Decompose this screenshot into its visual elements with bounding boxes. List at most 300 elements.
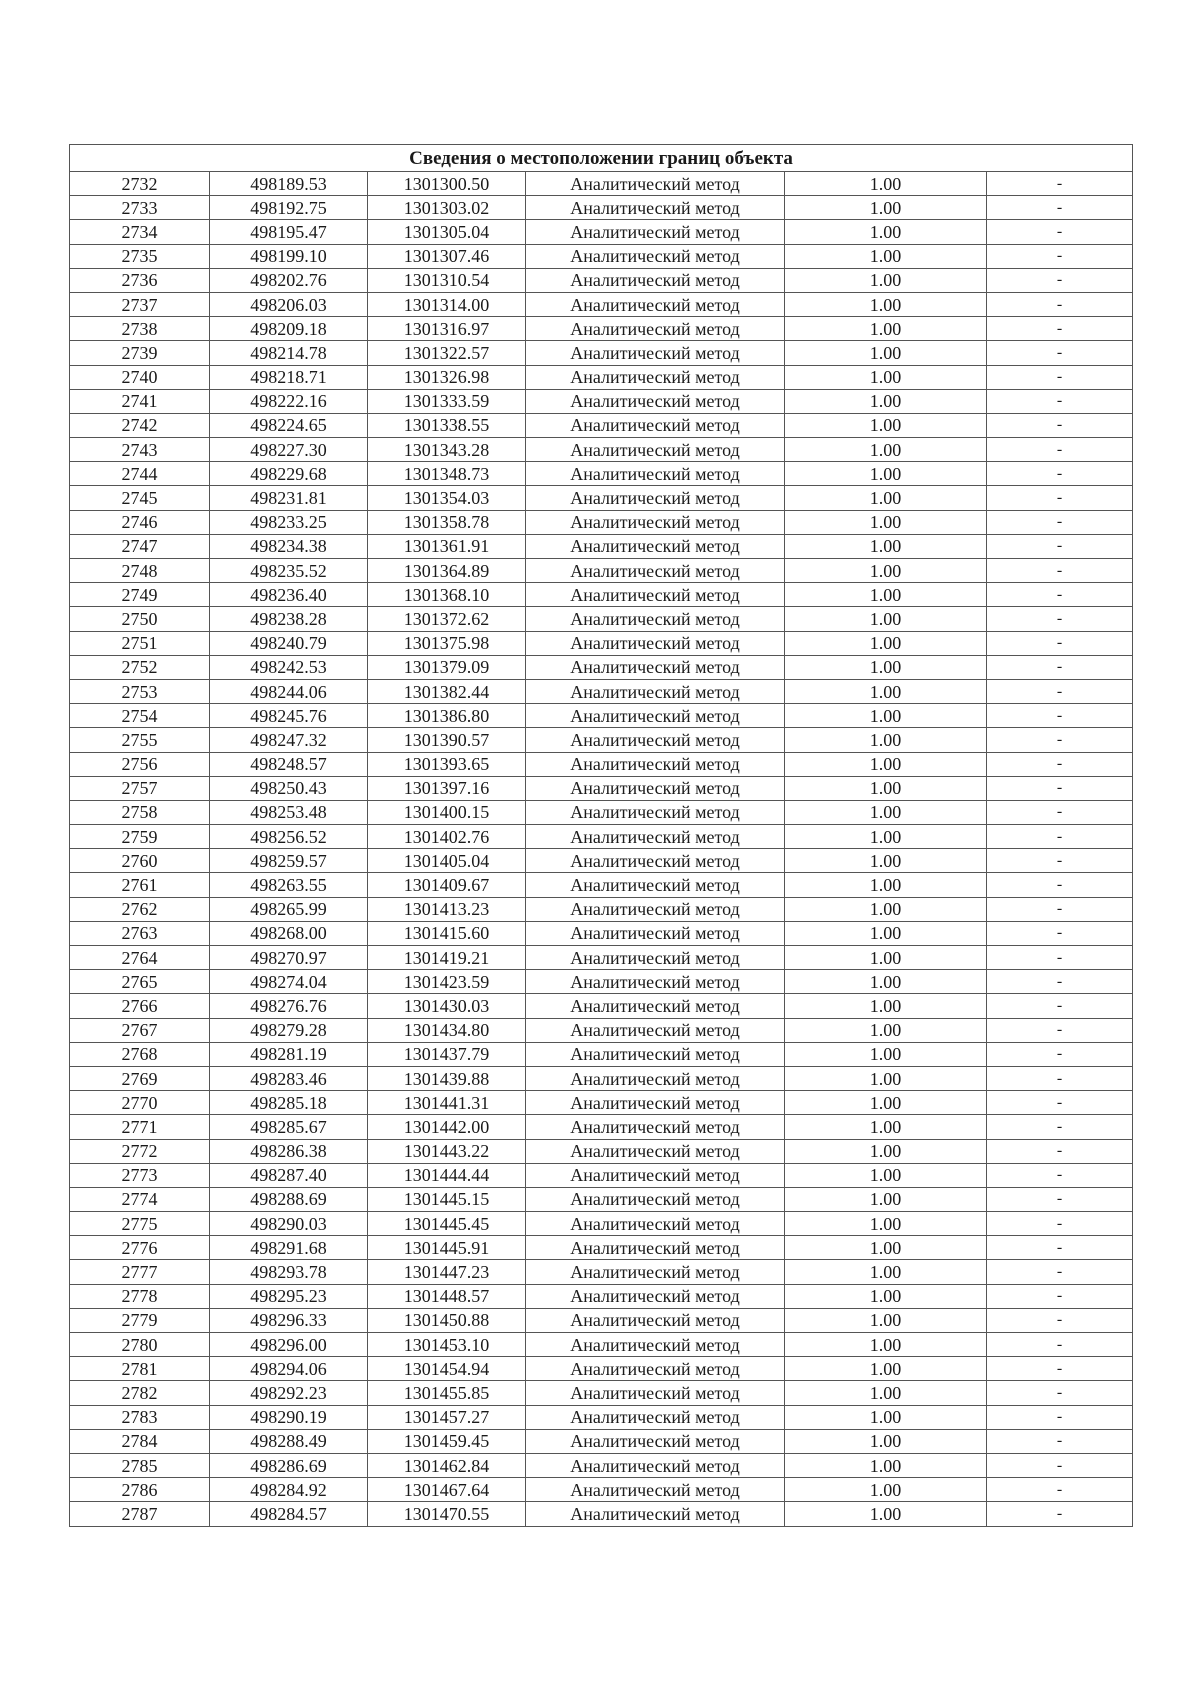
accuracy-cell: 1.00 xyxy=(785,1333,987,1357)
y-coordinate-cell: 1301445.15 xyxy=(368,1187,526,1211)
point-number-cell: 2782 xyxy=(70,1381,210,1405)
method-cell: Аналитический метод xyxy=(526,365,785,389)
description-cell: - xyxy=(987,1139,1133,1163)
point-number-cell: 2773 xyxy=(70,1163,210,1187)
y-coordinate-cell: 1301372.62 xyxy=(368,607,526,631)
description-cell: - xyxy=(987,1502,1133,1526)
method-cell: Аналитический метод xyxy=(526,921,785,945)
table-row xyxy=(70,607,1133,631)
point-number-cell: 2732 xyxy=(70,172,210,196)
y-coordinate-cell: 1301441.31 xyxy=(368,1091,526,1115)
description-cell: - xyxy=(987,486,1133,510)
table-row xyxy=(70,1284,1133,1308)
table-row xyxy=(70,1357,1133,1381)
accuracy-cell: 1.00 xyxy=(785,341,987,365)
point-number-cell: 2734 xyxy=(70,220,210,244)
table-row xyxy=(70,413,1133,437)
table-row xyxy=(70,921,1133,945)
y-coordinate-cell: 1301462.84 xyxy=(368,1453,526,1477)
description-cell: - xyxy=(987,220,1133,244)
point-number-cell: 2746 xyxy=(70,510,210,534)
point-number-cell: 2760 xyxy=(70,849,210,873)
y-coordinate-cell: 1301333.59 xyxy=(368,389,526,413)
x-coordinate-cell: 498284.92 xyxy=(210,1478,368,1502)
method-cell: Аналитический метод xyxy=(526,631,785,655)
x-coordinate-cell: 498209.18 xyxy=(210,317,368,341)
y-coordinate-cell: 1301453.10 xyxy=(368,1333,526,1357)
method-cell: Аналитический метод xyxy=(526,1115,785,1139)
y-coordinate-cell: 1301348.73 xyxy=(368,462,526,486)
y-coordinate-cell: 1301390.57 xyxy=(368,728,526,752)
accuracy-cell: 1.00 xyxy=(785,244,987,268)
accuracy-cell: 1.00 xyxy=(785,607,987,631)
table-row xyxy=(70,1381,1133,1405)
method-cell: Аналитический метод xyxy=(526,1066,785,1090)
table-row xyxy=(70,946,1133,970)
y-coordinate-cell: 1301405.04 xyxy=(368,849,526,873)
method-cell: Аналитический метод xyxy=(526,486,785,510)
accuracy-cell: 1.00 xyxy=(785,534,987,558)
table-row xyxy=(70,825,1133,849)
x-coordinate-cell: 498265.99 xyxy=(210,897,368,921)
method-cell: Аналитический метод xyxy=(526,1478,785,1502)
table-row xyxy=(70,849,1133,873)
y-coordinate-cell: 1301354.03 xyxy=(368,486,526,510)
method-cell: Аналитический метод xyxy=(526,1502,785,1526)
point-number-cell: 2748 xyxy=(70,559,210,583)
x-coordinate-cell: 498290.19 xyxy=(210,1405,368,1429)
method-cell: Аналитический метод xyxy=(526,679,785,703)
y-coordinate-cell: 1301459.45 xyxy=(368,1429,526,1453)
y-coordinate-cell: 1301326.98 xyxy=(368,365,526,389)
method-cell: Аналитический метод xyxy=(526,534,785,558)
point-number-cell: 2759 xyxy=(70,825,210,849)
method-cell: Аналитический метод xyxy=(526,1308,785,1332)
description-cell: - xyxy=(987,510,1133,534)
y-coordinate-cell: 1301434.80 xyxy=(368,1018,526,1042)
table-row xyxy=(70,292,1133,316)
point-number-cell: 2775 xyxy=(70,1212,210,1236)
accuracy-cell: 1.00 xyxy=(785,268,987,292)
point-number-cell: 2768 xyxy=(70,1042,210,1066)
method-cell: Аналитический метод xyxy=(526,994,785,1018)
point-number-cell: 2735 xyxy=(70,244,210,268)
description-cell: - xyxy=(987,825,1133,849)
point-number-cell: 2756 xyxy=(70,752,210,776)
x-coordinate-cell: 498229.68 xyxy=(210,462,368,486)
accuracy-cell: 1.00 xyxy=(785,1018,987,1042)
table-row xyxy=(70,1187,1133,1211)
y-coordinate-cell: 1301307.46 xyxy=(368,244,526,268)
method-cell: Аналитический метод xyxy=(526,1042,785,1066)
method-cell: Аналитический метод xyxy=(526,1212,785,1236)
point-number-cell: 2769 xyxy=(70,1066,210,1090)
y-coordinate-cell: 1301445.91 xyxy=(368,1236,526,1260)
method-cell: Аналитический метод xyxy=(526,873,785,897)
y-coordinate-cell: 1301419.21 xyxy=(368,946,526,970)
description-cell: - xyxy=(987,1066,1133,1090)
x-coordinate-cell: 498294.06 xyxy=(210,1357,368,1381)
table-row xyxy=(70,462,1133,486)
method-cell: Аналитический метод xyxy=(526,1260,785,1284)
description-cell: - xyxy=(987,1091,1133,1115)
accuracy-cell: 1.00 xyxy=(785,1115,987,1139)
table-row xyxy=(70,776,1133,800)
point-number-cell: 2779 xyxy=(70,1308,210,1332)
point-number-cell: 2761 xyxy=(70,873,210,897)
point-number-cell: 2737 xyxy=(70,292,210,316)
table-row xyxy=(70,1405,1133,1429)
point-number-cell: 2743 xyxy=(70,438,210,462)
point-number-cell: 2742 xyxy=(70,413,210,437)
y-coordinate-cell: 1301382.44 xyxy=(368,679,526,703)
table-row xyxy=(70,679,1133,703)
accuracy-cell: 1.00 xyxy=(785,462,987,486)
y-coordinate-cell: 1301400.15 xyxy=(368,800,526,824)
point-number-cell: 2741 xyxy=(70,389,210,413)
method-cell: Аналитический метод xyxy=(526,1236,785,1260)
x-coordinate-cell: 498290.03 xyxy=(210,1212,368,1236)
method-cell: Аналитический метод xyxy=(526,1453,785,1477)
y-coordinate-cell: 1301470.55 xyxy=(368,1502,526,1526)
method-cell: Аналитический метод xyxy=(526,1333,785,1357)
method-cell: Аналитический метод xyxy=(526,268,785,292)
x-coordinate-cell: 498218.71 xyxy=(210,365,368,389)
accuracy-cell: 1.00 xyxy=(785,1502,987,1526)
y-coordinate-cell: 1301364.89 xyxy=(368,559,526,583)
description-cell: - xyxy=(987,268,1133,292)
accuracy-cell: 1.00 xyxy=(785,1381,987,1405)
table-row xyxy=(70,1018,1133,1042)
x-coordinate-cell: 498270.97 xyxy=(210,946,368,970)
description-cell: - xyxy=(987,413,1133,437)
x-coordinate-cell: 498285.18 xyxy=(210,1091,368,1115)
method-cell: Аналитический метод xyxy=(526,1429,785,1453)
table-row xyxy=(70,365,1133,389)
x-coordinate-cell: 498227.30 xyxy=(210,438,368,462)
description-cell: - xyxy=(987,1308,1133,1332)
description-cell: - xyxy=(987,1187,1133,1211)
accuracy-cell: 1.00 xyxy=(785,510,987,534)
description-cell: - xyxy=(987,559,1133,583)
method-cell: Аналитический метод xyxy=(526,510,785,534)
table-body xyxy=(70,172,1133,1527)
point-number-cell: 2757 xyxy=(70,776,210,800)
description-cell: - xyxy=(987,631,1133,655)
y-coordinate-cell: 1301447.23 xyxy=(368,1260,526,1284)
point-number-cell: 2774 xyxy=(70,1187,210,1211)
point-number-cell: 2785 xyxy=(70,1453,210,1477)
y-coordinate-cell: 1301379.09 xyxy=(368,655,526,679)
x-coordinate-cell: 498206.03 xyxy=(210,292,368,316)
description-cell: - xyxy=(987,873,1133,897)
point-number-cell: 2763 xyxy=(70,921,210,945)
table-row xyxy=(70,1308,1133,1332)
table-row xyxy=(70,1453,1133,1477)
description-cell: - xyxy=(987,946,1133,970)
x-coordinate-cell: 498286.69 xyxy=(210,1453,368,1477)
y-coordinate-cell: 1301322.57 xyxy=(368,341,526,365)
table-row xyxy=(70,317,1133,341)
description-cell: - xyxy=(987,849,1133,873)
point-number-cell: 2738 xyxy=(70,317,210,341)
x-coordinate-cell: 498268.00 xyxy=(210,921,368,945)
table-row xyxy=(70,486,1133,510)
x-coordinate-cell: 498247.32 xyxy=(210,728,368,752)
method-cell: Аналитический метод xyxy=(526,825,785,849)
accuracy-cell: 1.00 xyxy=(785,172,987,196)
method-cell: Аналитический метод xyxy=(526,728,785,752)
accuracy-cell: 1.00 xyxy=(785,486,987,510)
table-row xyxy=(70,1236,1133,1260)
x-coordinate-cell: 498250.43 xyxy=(210,776,368,800)
y-coordinate-cell: 1301375.98 xyxy=(368,631,526,655)
table-row xyxy=(70,1042,1133,1066)
y-coordinate-cell: 1301439.88 xyxy=(368,1066,526,1090)
table-row xyxy=(70,655,1133,679)
description-cell: - xyxy=(987,341,1133,365)
description-cell: - xyxy=(987,462,1133,486)
x-coordinate-cell: 498281.19 xyxy=(210,1042,368,1066)
point-number-cell: 2786 xyxy=(70,1478,210,1502)
y-coordinate-cell: 1301457.27 xyxy=(368,1405,526,1429)
table-row xyxy=(70,196,1133,220)
x-coordinate-cell: 498231.81 xyxy=(210,486,368,510)
y-coordinate-cell: 1301454.94 xyxy=(368,1357,526,1381)
y-coordinate-cell: 1301448.57 xyxy=(368,1284,526,1308)
table-row xyxy=(70,631,1133,655)
description-cell: - xyxy=(987,970,1133,994)
point-number-cell: 2770 xyxy=(70,1091,210,1115)
accuracy-cell: 1.00 xyxy=(785,921,987,945)
table-row xyxy=(70,1260,1133,1284)
accuracy-cell: 1.00 xyxy=(785,196,987,220)
description-cell: - xyxy=(987,196,1133,220)
table-row xyxy=(70,583,1133,607)
x-coordinate-cell: 498214.78 xyxy=(210,341,368,365)
accuracy-cell: 1.00 xyxy=(785,728,987,752)
method-cell: Аналитический метод xyxy=(526,704,785,728)
description-cell: - xyxy=(987,728,1133,752)
x-coordinate-cell: 498242.53 xyxy=(210,655,368,679)
x-coordinate-cell: 498253.48 xyxy=(210,800,368,824)
y-coordinate-cell: 1301300.50 xyxy=(368,172,526,196)
description-cell: - xyxy=(987,1163,1133,1187)
y-coordinate-cell: 1301310.54 xyxy=(368,268,526,292)
x-coordinate-cell: 498291.68 xyxy=(210,1236,368,1260)
table-row xyxy=(70,1212,1133,1236)
point-number-cell: 2784 xyxy=(70,1429,210,1453)
point-number-cell: 2766 xyxy=(70,994,210,1018)
y-coordinate-cell: 1301437.79 xyxy=(368,1042,526,1066)
accuracy-cell: 1.00 xyxy=(785,220,987,244)
table-row xyxy=(70,897,1133,921)
method-cell: Аналитический метод xyxy=(526,172,785,196)
point-number-cell: 2751 xyxy=(70,631,210,655)
accuracy-cell: 1.00 xyxy=(785,1308,987,1332)
point-number-cell: 2739 xyxy=(70,341,210,365)
method-cell: Аналитический метод xyxy=(526,1284,785,1308)
table-row xyxy=(70,438,1133,462)
method-cell: Аналитический метод xyxy=(526,800,785,824)
table-row xyxy=(70,172,1133,196)
table-title: Сведения о местоположении границ объекта xyxy=(70,145,1133,172)
x-coordinate-cell: 498238.28 xyxy=(210,607,368,631)
method-cell: Аналитический метод xyxy=(526,970,785,994)
method-cell: Аналитический метод xyxy=(526,1405,785,1429)
description-cell: - xyxy=(987,1212,1133,1236)
table-row xyxy=(70,220,1133,244)
description-cell: - xyxy=(987,1453,1133,1477)
accuracy-cell: 1.00 xyxy=(785,1139,987,1163)
description-cell: - xyxy=(987,583,1133,607)
accuracy-cell: 1.00 xyxy=(785,849,987,873)
y-coordinate-cell: 1301358.78 xyxy=(368,510,526,534)
x-coordinate-cell: 498295.23 xyxy=(210,1284,368,1308)
accuracy-cell: 1.00 xyxy=(785,800,987,824)
method-cell: Аналитический метод xyxy=(526,1381,785,1405)
method-cell: Аналитический метод xyxy=(526,849,785,873)
x-coordinate-cell: 498248.57 xyxy=(210,752,368,776)
accuracy-cell: 1.00 xyxy=(785,1478,987,1502)
accuracy-cell: 1.00 xyxy=(785,365,987,389)
x-coordinate-cell: 498296.33 xyxy=(210,1308,368,1332)
table-row xyxy=(70,1091,1133,1115)
x-coordinate-cell: 498284.57 xyxy=(210,1502,368,1526)
x-coordinate-cell: 498287.40 xyxy=(210,1163,368,1187)
table-title-row xyxy=(70,145,1133,172)
boundary-table xyxy=(69,144,1133,1527)
method-cell: Аналитический метод xyxy=(526,1357,785,1381)
y-coordinate-cell: 1301316.97 xyxy=(368,317,526,341)
method-cell: Аналитический метод xyxy=(526,897,785,921)
point-number-cell: 2764 xyxy=(70,946,210,970)
accuracy-cell: 1.00 xyxy=(785,655,987,679)
description-cell: - xyxy=(987,365,1133,389)
x-coordinate-cell: 498283.46 xyxy=(210,1066,368,1090)
accuracy-cell: 1.00 xyxy=(785,704,987,728)
x-coordinate-cell: 498263.55 xyxy=(210,873,368,897)
accuracy-cell: 1.00 xyxy=(785,897,987,921)
point-number-cell: 2780 xyxy=(70,1333,210,1357)
point-number-cell: 2745 xyxy=(70,486,210,510)
table-row xyxy=(70,1115,1133,1139)
point-number-cell: 2781 xyxy=(70,1357,210,1381)
point-number-cell: 2767 xyxy=(70,1018,210,1042)
description-cell: - xyxy=(987,1405,1133,1429)
accuracy-cell: 1.00 xyxy=(785,317,987,341)
accuracy-cell: 1.00 xyxy=(785,1453,987,1477)
description-cell: - xyxy=(987,607,1133,631)
method-cell: Аналитический метод xyxy=(526,1018,785,1042)
point-number-cell: 2747 xyxy=(70,534,210,558)
accuracy-cell: 1.00 xyxy=(785,970,987,994)
point-number-cell: 2787 xyxy=(70,1502,210,1526)
description-cell: - xyxy=(987,800,1133,824)
method-cell: Аналитический метод xyxy=(526,244,785,268)
point-number-cell: 2740 xyxy=(70,365,210,389)
x-coordinate-cell: 498259.57 xyxy=(210,849,368,873)
table-row xyxy=(70,510,1133,534)
method-cell: Аналитический метод xyxy=(526,655,785,679)
method-cell: Аналитический метод xyxy=(526,413,785,437)
x-coordinate-cell: 498189.53 xyxy=(210,172,368,196)
y-coordinate-cell: 1301455.85 xyxy=(368,1381,526,1405)
method-cell: Аналитический метод xyxy=(526,438,785,462)
accuracy-cell: 1.00 xyxy=(785,946,987,970)
table-row xyxy=(70,873,1133,897)
point-number-cell: 2765 xyxy=(70,970,210,994)
y-coordinate-cell: 1301409.67 xyxy=(368,873,526,897)
x-coordinate-cell: 498235.52 xyxy=(210,559,368,583)
accuracy-cell: 1.00 xyxy=(785,994,987,1018)
accuracy-cell: 1.00 xyxy=(785,438,987,462)
point-number-cell: 2755 xyxy=(70,728,210,752)
accuracy-cell: 1.00 xyxy=(785,413,987,437)
description-cell: - xyxy=(987,921,1133,945)
point-number-cell: 2783 xyxy=(70,1405,210,1429)
point-number-cell: 2749 xyxy=(70,583,210,607)
accuracy-cell: 1.00 xyxy=(785,1236,987,1260)
accuracy-cell: 1.00 xyxy=(785,679,987,703)
y-coordinate-cell: 1301397.16 xyxy=(368,776,526,800)
y-coordinate-cell: 1301343.28 xyxy=(368,438,526,462)
y-coordinate-cell: 1301430.03 xyxy=(368,994,526,1018)
table-row xyxy=(70,341,1133,365)
x-coordinate-cell: 498192.75 xyxy=(210,196,368,220)
x-coordinate-cell: 498256.52 xyxy=(210,825,368,849)
description-cell: - xyxy=(987,317,1133,341)
table-row xyxy=(70,534,1133,558)
method-cell: Аналитический метод xyxy=(526,1187,785,1211)
point-number-cell: 2736 xyxy=(70,268,210,292)
accuracy-cell: 1.00 xyxy=(785,292,987,316)
table-row xyxy=(70,800,1133,824)
accuracy-cell: 1.00 xyxy=(785,1357,987,1381)
accuracy-cell: 1.00 xyxy=(785,1163,987,1187)
x-coordinate-cell: 498245.76 xyxy=(210,704,368,728)
x-coordinate-cell: 498274.04 xyxy=(210,970,368,994)
table-row xyxy=(70,389,1133,413)
x-coordinate-cell: 498240.79 xyxy=(210,631,368,655)
description-cell: - xyxy=(987,534,1133,558)
accuracy-cell: 1.00 xyxy=(785,1284,987,1308)
accuracy-cell: 1.00 xyxy=(785,825,987,849)
y-coordinate-cell: 1301338.55 xyxy=(368,413,526,437)
y-coordinate-cell: 1301413.23 xyxy=(368,897,526,921)
accuracy-cell: 1.00 xyxy=(785,873,987,897)
table-row xyxy=(70,1429,1133,1453)
accuracy-cell: 1.00 xyxy=(785,1042,987,1066)
y-coordinate-cell: 1301303.02 xyxy=(368,196,526,220)
x-coordinate-cell: 498224.65 xyxy=(210,413,368,437)
accuracy-cell: 1.00 xyxy=(785,1429,987,1453)
point-number-cell: 2777 xyxy=(70,1260,210,1284)
point-number-cell: 2776 xyxy=(70,1236,210,1260)
method-cell: Аналитический метод xyxy=(526,1091,785,1115)
description-cell: - xyxy=(987,1284,1133,1308)
x-coordinate-cell: 498279.28 xyxy=(210,1018,368,1042)
method-cell: Аналитический метод xyxy=(526,462,785,486)
y-coordinate-cell: 1301393.65 xyxy=(368,752,526,776)
method-cell: Аналитический метод xyxy=(526,389,785,413)
method-cell: Аналитический метод xyxy=(526,1163,785,1187)
method-cell: Аналитический метод xyxy=(526,559,785,583)
table-row xyxy=(70,244,1133,268)
x-coordinate-cell: 498292.23 xyxy=(210,1381,368,1405)
description-cell: - xyxy=(987,679,1133,703)
table-row xyxy=(70,994,1133,1018)
